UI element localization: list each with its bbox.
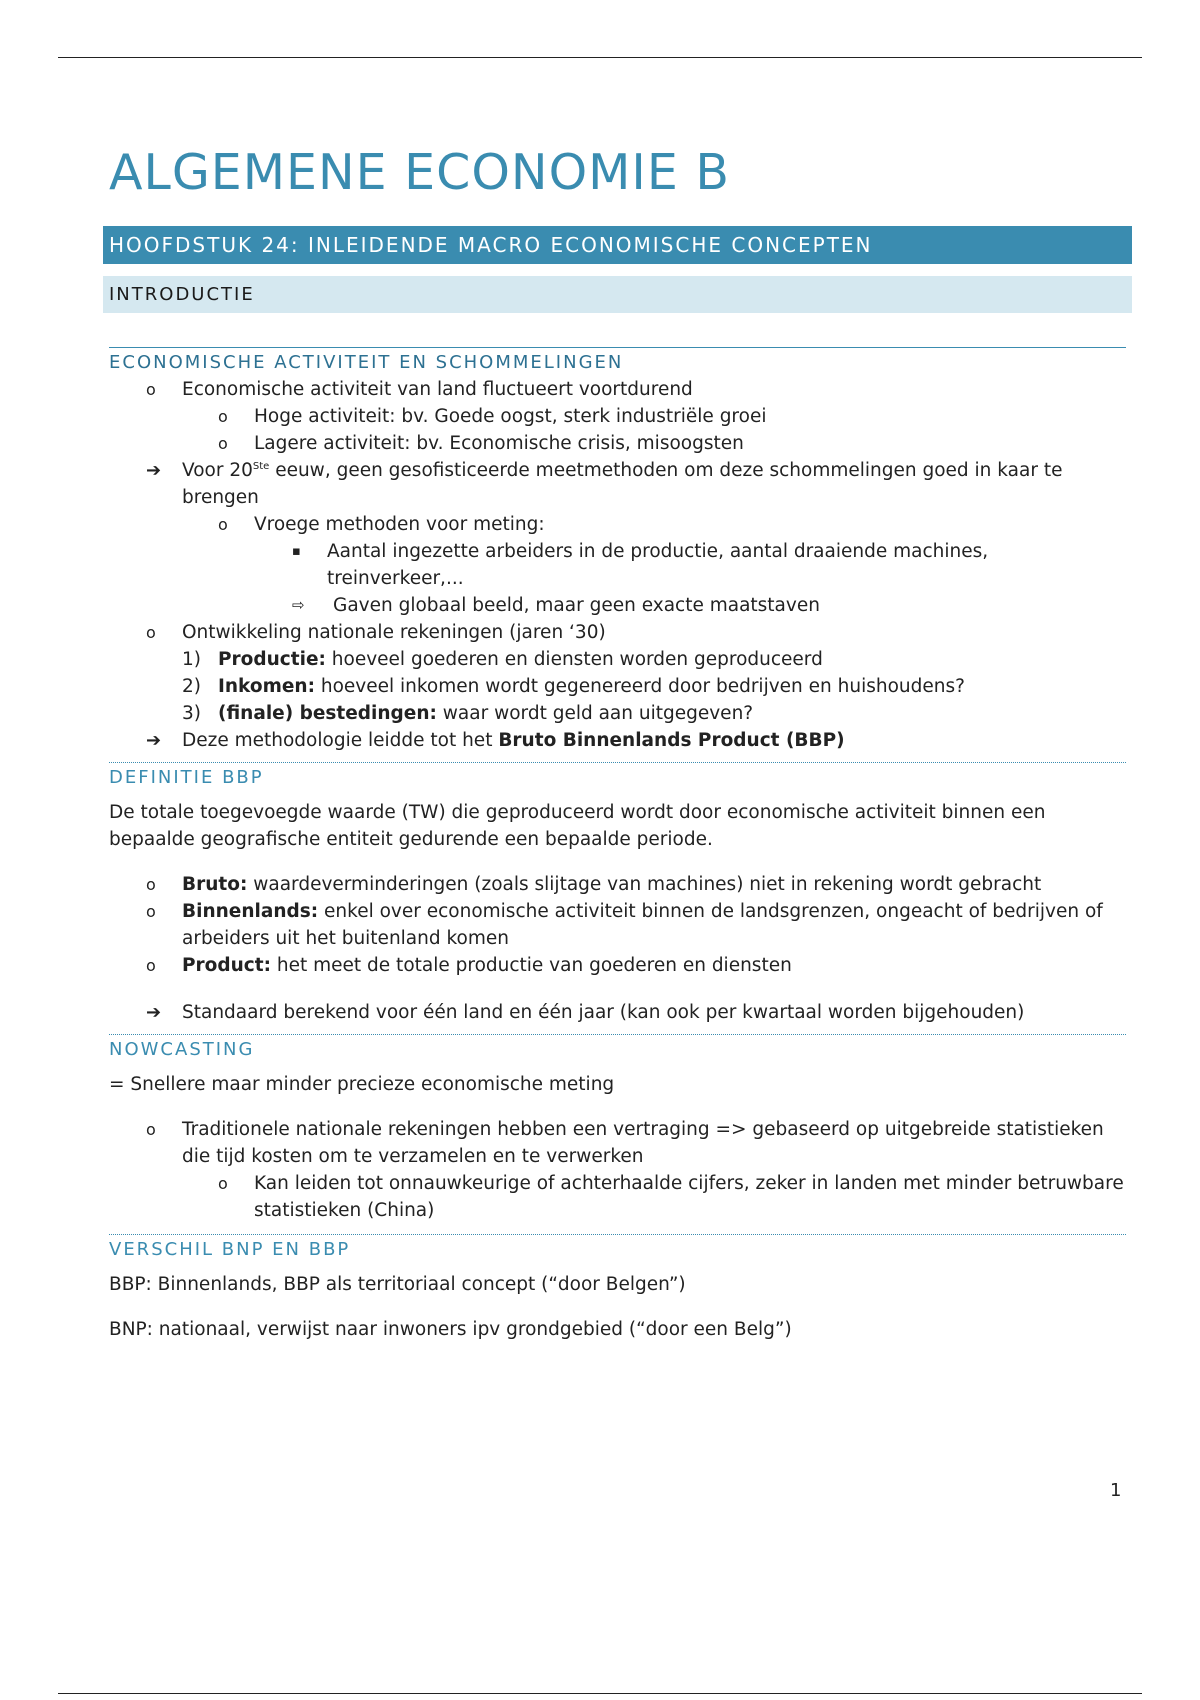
list-item: o Ontwikkeling nationale rekeningen (jaren ‘30) (109, 619, 1126, 646)
arrow-bullet-icon: ➔ (146, 730, 162, 751)
paragraph: De totale toegevoegde waarde (TW) die geproduceerd wordt door economische activiteit binnen een bepaalde geografische entiteit gedurende een bepaalde periode. (109, 802, 1046, 850)
section-heading-nowcasting: NOWCASTING (109, 1034, 1126, 1063)
square-bullet-icon: ▪ (292, 544, 301, 559)
circle-bullet-icon: o (218, 434, 228, 453)
circle-bullet-icon: o (218, 407, 228, 426)
document-page (109, 140, 1126, 1343)
circle-bullet-icon: o (146, 902, 156, 921)
arrow-item: ➔ Standaard berekend voor één land en één jaar (kan ook per kwartaal worden bijgehouden) (109, 999, 1126, 1026)
item-number: 3) (182, 703, 201, 724)
circle-bullet-icon: o (146, 956, 156, 975)
item-number: 2) (182, 676, 201, 697)
header-rule (58, 57, 1142, 58)
arrow-item: ➔ Voor 20Ste eeuw, geen gesofisticeerde meetmethoden om deze schommelingen goed in kaar te brengen (109, 457, 1126, 511)
intro-heading: INTRODUCTIE (103, 276, 1132, 313)
arrow-item: ➔ Deze methodologie leidde tot het Bruto Binnenlands Product (BBP) (109, 727, 1126, 754)
list-item: o Vroege methoden voor meting: (109, 511, 1126, 538)
section-heading-activiteit: ECONOMISCHE ACTIVITEIT EN SCHOMMELINGEN (109, 347, 1126, 376)
section-heading-verschil: VERSCHIL BNP EN BBP (109, 1234, 1126, 1263)
circle-bullet-icon: o (218, 515, 228, 534)
circle-bullet-icon: o (218, 1174, 228, 1193)
list-item: o Hoge activiteit: bv. Goede oogst, sterk industriële groei (109, 403, 1126, 430)
section-heading-definitie: DEFINITIE BBP (109, 762, 1126, 791)
list-item: o Product: het meet de totale productie van goederen en diensten (109, 952, 1126, 979)
hollow-arrow-icon: ⇨ (292, 596, 305, 614)
item-number: 1) (182, 649, 201, 670)
list-item: o Lagere activiteit: bv. Economische crisis, misoogsten (109, 430, 1126, 457)
list-item: o Bruto: waardeverminderingen (zoals slijtage van machines) niet in rekening wordt gebracht (109, 871, 1126, 898)
footer-rule (58, 1693, 1142, 1694)
list-item: o Binnenlands: enkel over economische activiteit binnen de landsgrenzen, ongeacht of bedrijven of arbeiders uit het buitenland komen (109, 898, 1126, 952)
circle-bullet-icon: o (146, 623, 156, 642)
circle-bullet-icon: o (146, 380, 156, 399)
circle-bullet-icon: o (146, 875, 156, 894)
circle-bullet-icon: o (146, 1120, 156, 1139)
paragraph: BBP: Binnenlands, BBP als territoriaal concept (“door Belgen”) (109, 1274, 686, 1295)
paragraph: = Snellere maar minder precieze economische meting (109, 1074, 615, 1095)
list-item: ⇨ Gaven globaal beeld, maar geen exacte maatstaven (109, 592, 1126, 619)
page-number: 1 (1110, 1480, 1122, 1501)
chapter-heading: HOOFDSTUK 24: INLEIDENDE MACRO ECONOMISCHE CONCEPTEN (103, 226, 1132, 264)
numbered-item: 3) (finale) bestedingen: waar wordt geld aan uitgegeven? (109, 700, 1126, 727)
arrow-bullet-icon: ➔ (146, 1002, 162, 1023)
list-item: o Traditionele nationale rekeningen hebben een vertraging => gebaseerd op uitgebreide statistieken die tijd kosten om te verzamelen en te verwerken (109, 1116, 1126, 1170)
paragraph: BNP: nationaal, verwijst naar inwoners ipv grondgebied (“door een Belg”) (109, 1319, 792, 1340)
numbered-item: 2) Inkomen: hoeveel inkomen wordt gegenereerd door bedrijven en huishoudens? (109, 673, 1126, 700)
document-title: ALGEMENE ECONOMIE B (109, 144, 731, 201)
list-item: ▪ Aantal ingezette arbeiders in de productie, aantal draaiende machines, treinverkeer,... (109, 538, 1126, 592)
list-item: o Economische activiteit van land fluctueert voortdurend (109, 376, 1126, 403)
list-item: o Kan leiden tot onnauwkeurige of achterhaalde cijfers, zeker in landen met minder betruwbare statistieken (China) (109, 1170, 1126, 1224)
arrow-bullet-icon: ➔ (146, 460, 162, 481)
numbered-item: 1) Productie: hoeveel goederen en diensten worden geproduceerd (109, 646, 1126, 673)
